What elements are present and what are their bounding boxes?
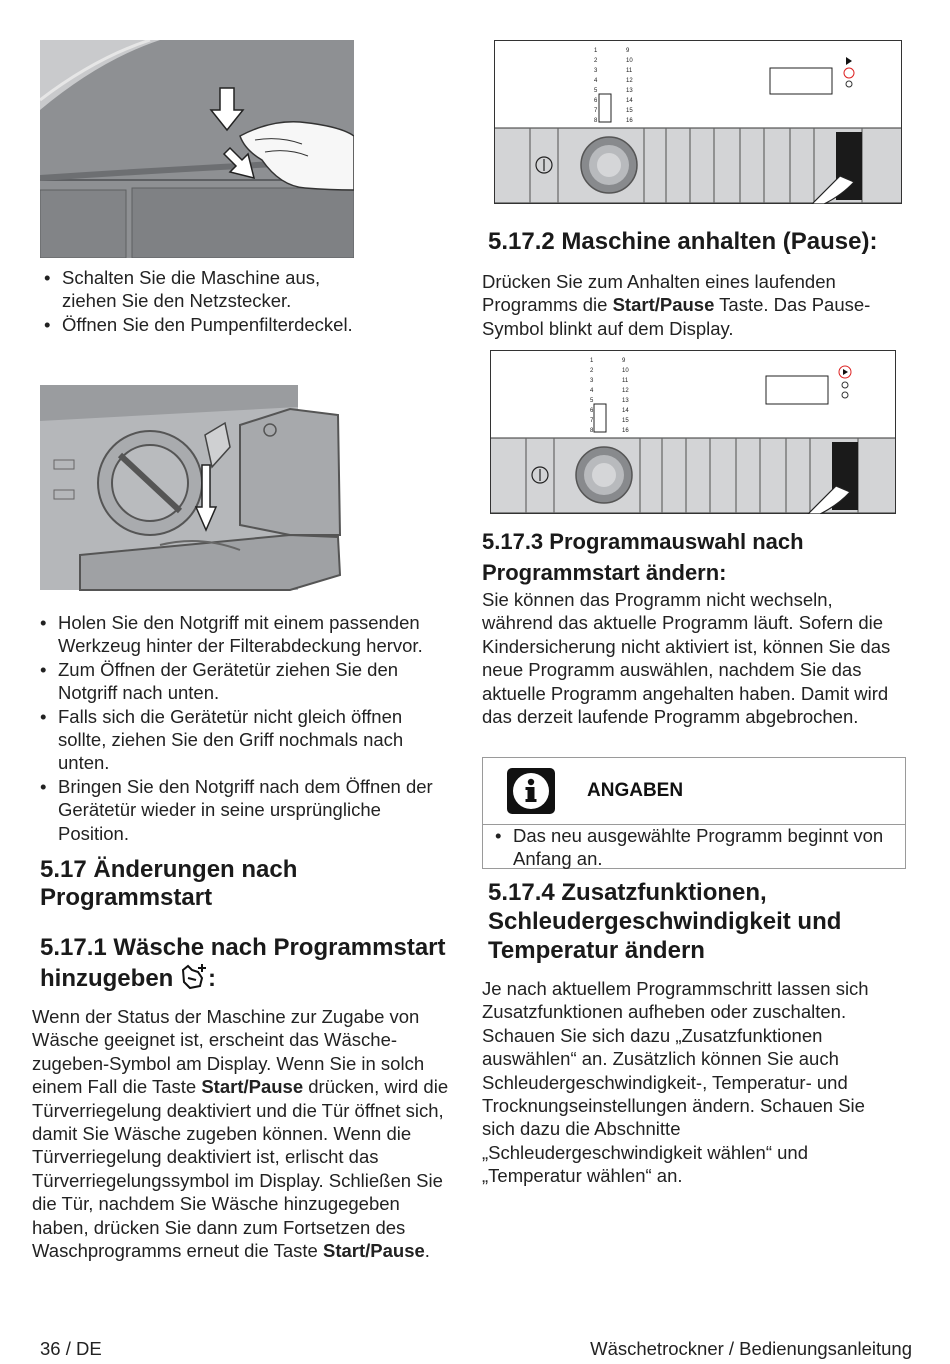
program-number: 5 [594,88,598,94]
program-number: 4 [590,388,594,394]
emergency-handle-illustration [40,385,360,595]
control-panel-illustration-1 [494,40,902,204]
text: Wenn der Status der Maschine zur Zugabe von Wäsche geeignet ist, erscheint das Wäsche-zugeben-Symbol am Display. Wenn Sie in solch einem Fall die Taste [32,1006,425,1098]
program-number: 8 [594,118,598,124]
program-number: 3 [594,68,598,74]
program-number: 16 [622,428,629,434]
program-number: 15 [626,108,633,114]
program-number: 4 [594,78,598,84]
bullet-list-2 [34,611,454,845]
list-item: • Schalten Sie die Maschine aus, ziehen Sie den Netzstecker. [38,266,358,313]
document-title: Wäschetrockner / Bedienungsanleitung [590,1338,912,1359]
list-item: • Zum Öffnen der Gerätetür ziehen Sie den Notgriff nach unten. [34,658,454,705]
text: . [424,1240,430,1262]
heading-5-17-4: 5.17.4 Zusatzfunktionen, Schleudergeschwindigkeit und Temperatur ändern [488,879,842,964]
info-title: ANGABEN [587,780,684,801]
text: drücken, wird die Türverriegelung deaktiviert und die Tür öffnet sich, damit Sie Wäsche zugeben können. Wenn die Türverriegelung deaktiviert ist, erlischt das Türverriegelungssymbol im Display. Schließen Sie die Tür, nachdem Sie Wäsche hinzugegeben haben, drücken Sie dann zum Fortsetzen des Waschprogramms erneut die Taste [32,1076,449,1262]
start-pause-label: Start/Pause [612,294,715,316]
program-number: 15 [622,418,629,424]
program-number: 13 [626,88,633,94]
paragraph-5-17-1 [32,1005,460,1262]
program-number: 12 [622,388,629,394]
paragraph-5-17-2 [482,270,902,340]
program-number: 14 [622,408,629,414]
program-number: 7 [594,108,598,114]
start-pause-label: Start/Pause [323,1240,425,1262]
paragraph-5-17-3: Sie können das Programm nicht wechseln, während das aktuelle Programm läuft. Sofern die Kindersicherung nicht aktiviert ist, können Sie das neue Programm auswählen, nachdem Sie das aktuelle Programm angehalten haben. Damit wird das derzeit laufende Programm abgebrochen. [482,589,891,728]
control-panel-illustration-2 [490,350,896,514]
list-item: • Das neu ausgewählte Programm beginnt von Anfang an. [489,824,889,871]
program-number: 8 [590,428,594,434]
program-number: 6 [594,98,598,104]
program-number: 10 [626,58,633,64]
paragraph-5-17-4: Je nach aktuellem Programmschritt lassen sich Zusatzfunktionen aufheben oder zuschalten. Schauen Sie sich dazu „Zusatzfunktionen auswählen“ an. Zusätzlich können Sie auch Schleudergeschwindigkeit-, Temperatur- und Trocknungseinstellungen ändern. Schauen Sie sich dazu die Abschnitte „Schleudergeschwindigkeit wählen“ und „Temperatur wählen“ an. [482,978,869,1187]
program-number: 2 [594,58,598,64]
list-item: • Bringen Sie den Notgriff nach dem Öffnen der Gerätetür wieder in seine ursprüngliche Position. [34,775,454,845]
program-number: 13 [622,398,629,404]
program-number: 3 [590,378,594,384]
heading-5-17-3: 5.17.3 Programmauswahl nach Programmstart ändern: [482,529,804,585]
text: Taste. Das Pause-Symbol blinkt auf dem Display. [482,294,871,339]
program-number: 9 [626,48,630,54]
pump-filter-cover-illustration [40,40,354,258]
program-number: 12 [626,78,633,84]
program-number: 9 [622,358,626,364]
info-icon [507,768,555,814]
program-number: 14 [626,98,633,104]
heading-5-17: 5.17 Änderungen nach Programmstart [40,856,298,911]
program-number: 11 [626,68,633,74]
program-number: 1 [594,48,598,54]
bullet-list-1 [38,266,358,336]
program-number: 11 [622,378,629,384]
add-laundry-icon [180,962,208,999]
heading-text: 5.17.1 Wäsche nach Programmstart hinzugeben [40,934,446,992]
program-number: 5 [590,398,594,404]
list-item: • Holen Sie den Notgriff mit einem passenden Werkzeug hinter der Filterabdeckung hervor. [34,611,454,658]
info-bullets [489,824,889,871]
list-item: • Öffnen Sie den Pumpenfilterdeckel. [38,313,358,336]
program-number: 10 [622,368,629,374]
program-number: 16 [626,118,633,124]
program-number: 7 [590,418,594,424]
list-item: • Falls sich die Gerätetür nicht gleich öffnen sollte, ziehen Sie den Griff nochmals nach unten. [34,705,454,775]
program-number: 1 [590,358,594,364]
program-number: 6 [590,408,594,414]
heading-suffix: : [208,965,216,992]
text: Drücken Sie zum Anhalten eines laufenden Programms die [482,271,836,316]
program-number: 2 [590,368,594,374]
heading-5-17-2: 5.17.2 Maschine anhalten (Pause): [488,228,878,255]
start-pause-label: Start/Pause [201,1076,304,1098]
heading-5-17-1 [40,934,460,999]
page-number: 36 / DE [40,1338,102,1359]
info-box-header [483,758,905,825]
info-box [482,757,906,869]
